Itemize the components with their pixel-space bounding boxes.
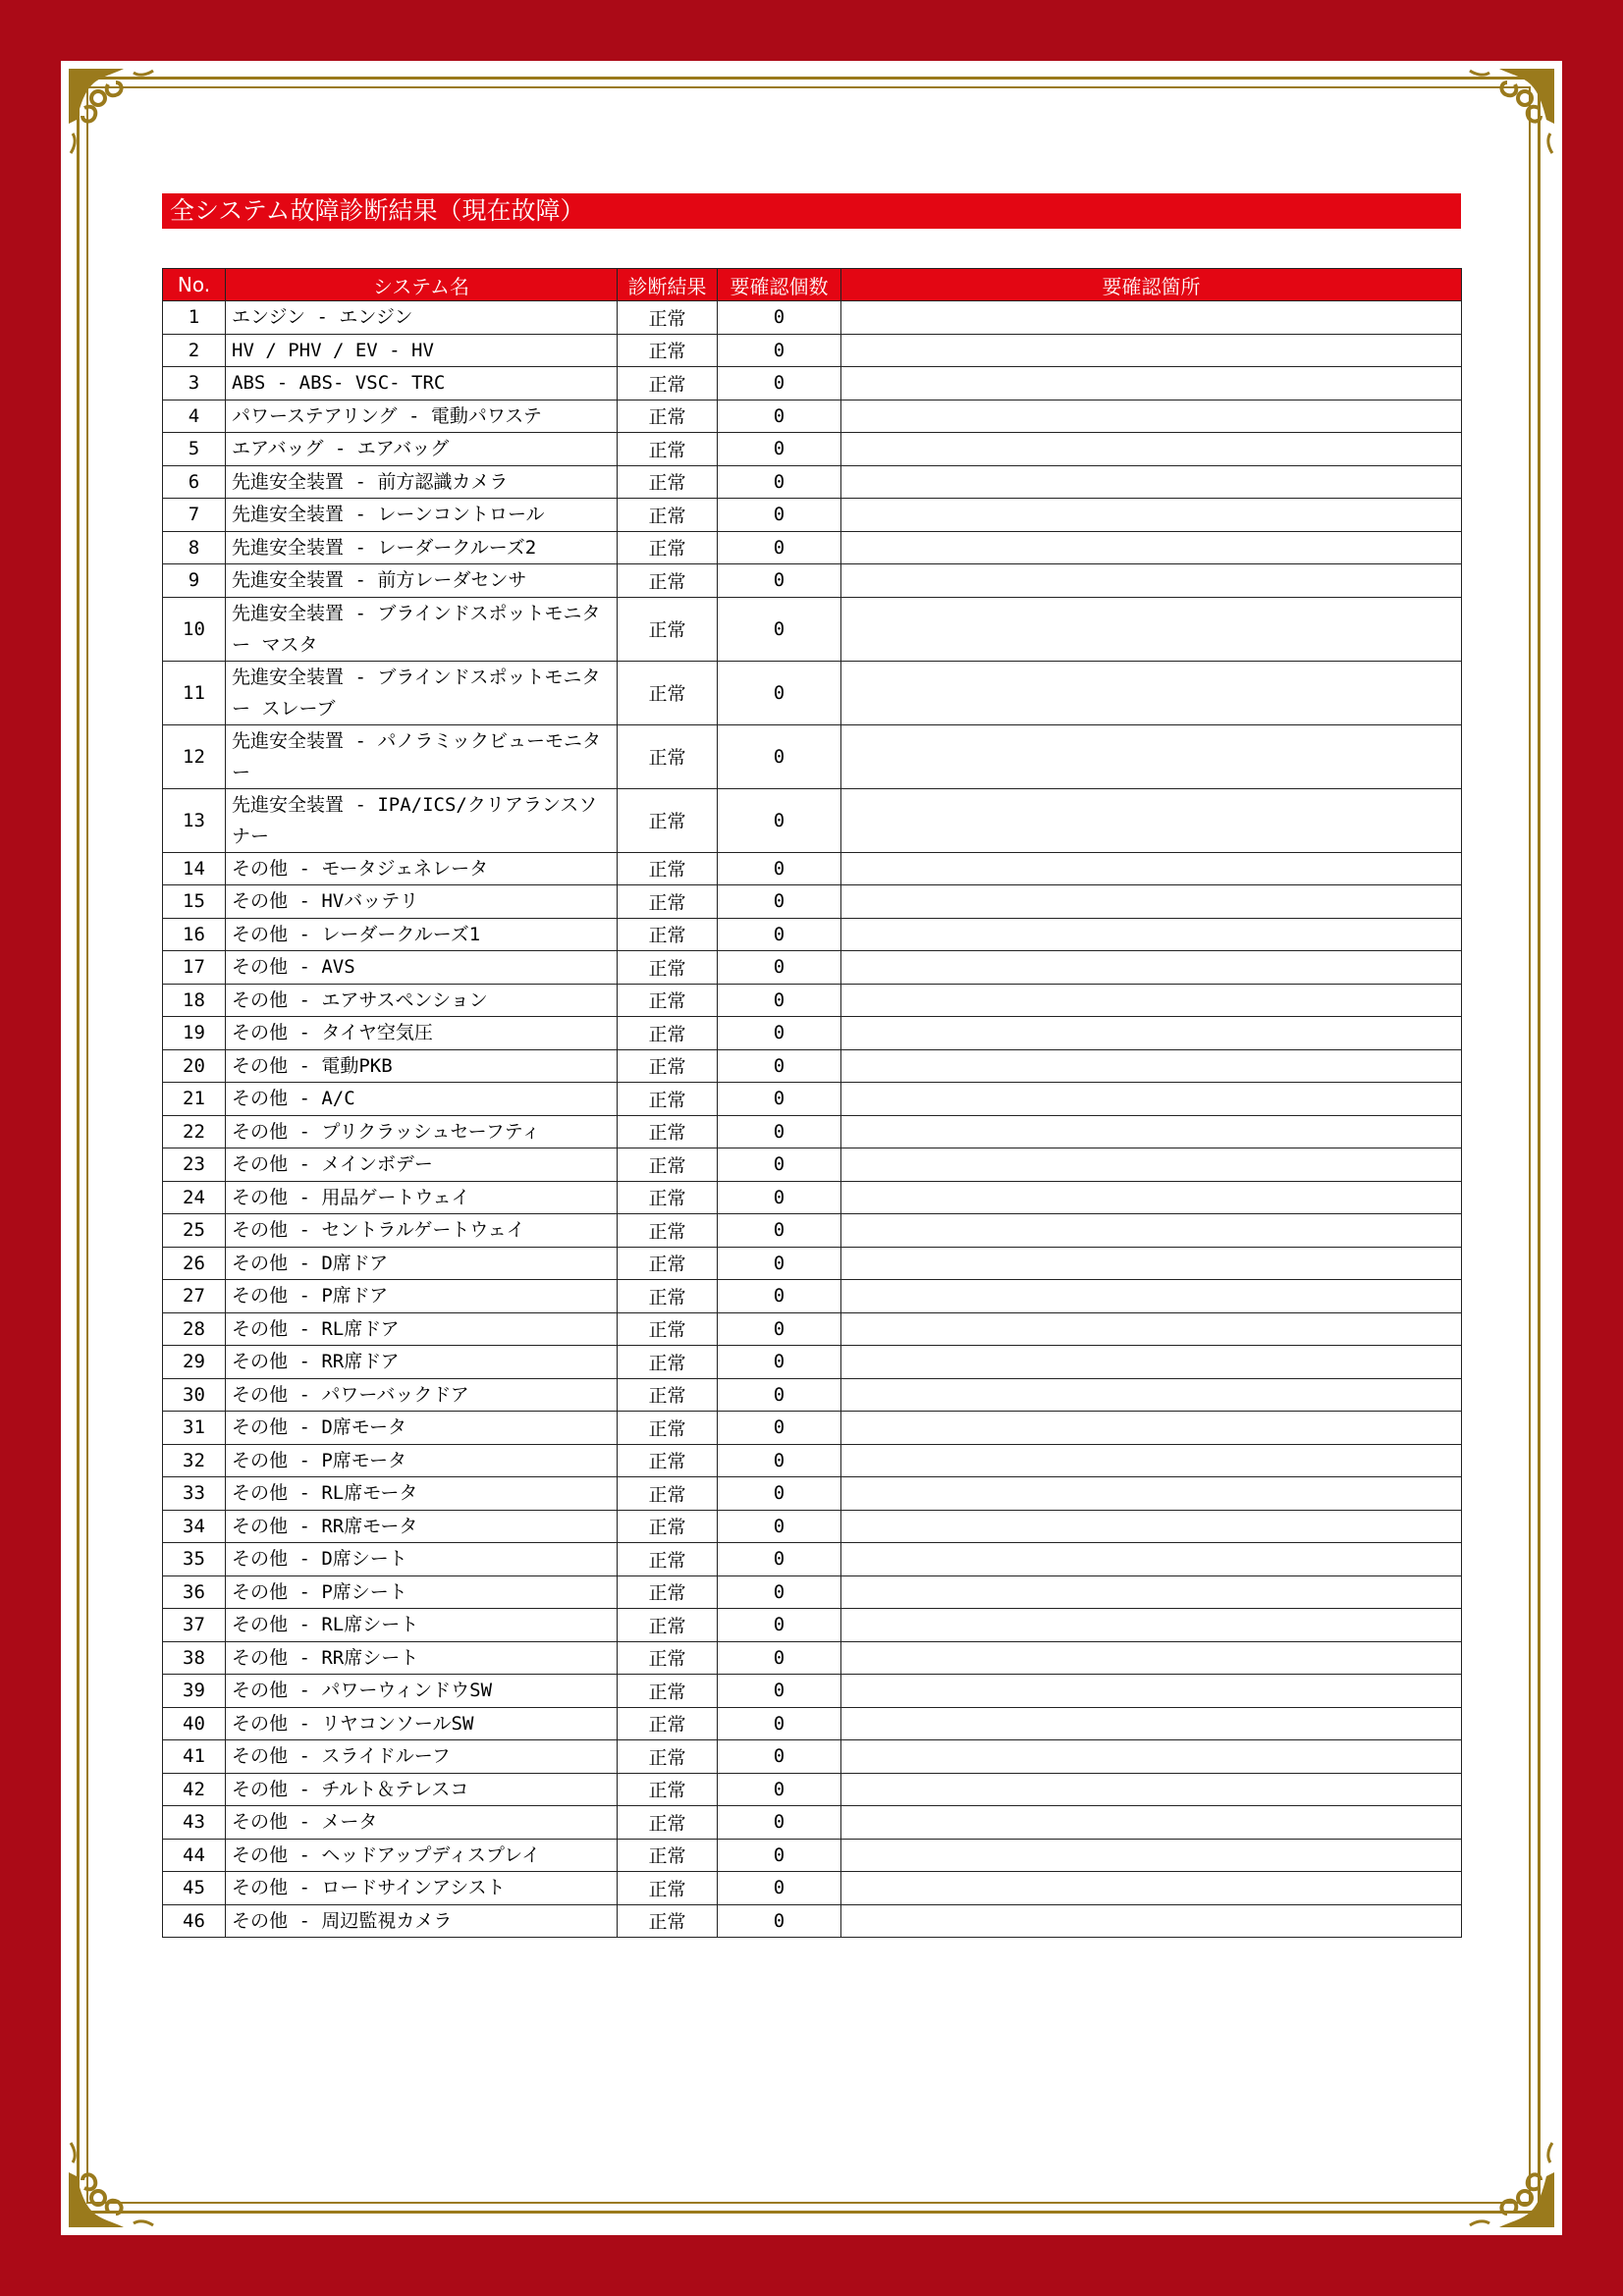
table-row [163,1675,1462,1708]
diagnosis-result: 正常 [618,1904,718,1938]
row-number: 18 [163,984,226,1017]
system-name: その他 - D席モータ [226,1412,618,1445]
check-location [841,499,1462,532]
diagnosis-result: 正常 [618,334,718,367]
check-location [841,1740,1462,1774]
row-number: 8 [163,531,226,564]
system-name: 先進安全装置 - ブラインドスポットモニター マスタ [226,597,618,661]
table-row [163,661,1462,724]
check-count: 0 [718,1444,841,1477]
check-count: 0 [718,1346,841,1379]
corner-ornament-icon [1464,65,1558,159]
table-row [163,1049,1462,1083]
system-name: その他 - タイヤ空気圧 [226,1017,618,1050]
row-number: 33 [163,1477,226,1511]
corner-ornament-icon [1464,2137,1558,2231]
system-name: パワーステアリング - 電動パワステ [226,400,618,433]
diagnosis-result: 正常 [618,1214,718,1248]
table-header-row [163,269,1462,301]
diagnosis-result: 正常 [618,1510,718,1543]
check-count: 0 [718,531,841,564]
check-count: 0 [718,1740,841,1774]
row-number: 37 [163,1609,226,1642]
row-number: 30 [163,1378,226,1412]
system-name: その他 - レーダークルーズ1 [226,918,618,951]
diagnosis-result: 正常 [618,1575,718,1609]
system-name: その他 - RL席ドア [226,1312,618,1346]
check-count: 0 [718,1806,841,1840]
row-number: 46 [163,1904,226,1938]
system-name: その他 - モータジェネレータ [226,852,618,885]
diagnosis-result: 正常 [618,951,718,985]
table-row [163,433,1462,466]
diagnosis-result: 正常 [618,465,718,499]
table-row [163,531,1462,564]
table-row [163,984,1462,1017]
check-location [841,1510,1462,1543]
check-count: 0 [718,1049,841,1083]
column-header-system: システム名 [226,269,618,301]
row-number: 34 [163,1510,226,1543]
corner-ornament-icon [65,2137,159,2231]
row-number: 10 [163,597,226,661]
system-name: その他 - AVS [226,951,618,985]
corner-ornament-icon [65,65,159,159]
system-name: その他 - P席シート [226,1575,618,1609]
check-location [841,788,1462,852]
diagnosis-result: 正常 [618,1083,718,1116]
system-name: 先進安全装置 - レーダークルーズ2 [226,531,618,564]
diagnosis-result: 正常 [618,1181,718,1214]
check-location [841,367,1462,400]
table-row [163,1214,1462,1248]
table-row [163,499,1462,532]
check-location [841,984,1462,1017]
diagnosis-result: 正常 [618,1378,718,1412]
check-count: 0 [718,885,841,919]
diagnosis-result: 正常 [618,1280,718,1313]
system-name: その他 - RR席ドア [226,1346,618,1379]
check-location [841,1575,1462,1609]
table-row [163,1181,1462,1214]
row-number: 23 [163,1148,226,1182]
check-count: 0 [718,400,841,433]
diagnosis-result: 正常 [618,1543,718,1576]
diagnosis-result: 正常 [618,852,718,885]
table-row [163,367,1462,400]
check-location [841,1346,1462,1379]
diagnosis-result: 正常 [618,1247,718,1280]
diagnosis-result: 正常 [618,1806,718,1840]
diagnosis-result: 正常 [618,885,718,919]
row-number: 32 [163,1444,226,1477]
report-title: 全システム故障診断結果（現在故障） [162,193,1461,229]
table-row [163,564,1462,598]
row-number: 12 [163,724,226,788]
table-body [163,301,1462,1938]
system-name: ABS - ABS- VSC- TRC [226,367,618,400]
check-count: 0 [718,788,841,852]
check-count: 0 [718,1543,841,1576]
system-name: その他 - ヘッドアップディスプレイ [226,1839,618,1872]
table-row [163,1806,1462,1840]
row-number: 45 [163,1872,226,1905]
row-number: 19 [163,1017,226,1050]
system-name: HV / PHV / EV - HV [226,334,618,367]
diagnosis-result: 正常 [618,1477,718,1511]
system-name: その他 - RR席シート [226,1641,618,1675]
system-name: その他 - P席モータ [226,1444,618,1477]
table-row [163,1017,1462,1050]
row-number: 15 [163,885,226,919]
diagnosis-result: 正常 [618,724,718,788]
check-location [841,1707,1462,1740]
diagnosis-result: 正常 [618,400,718,433]
column-header-location: 要確認箇所 [841,269,1462,301]
row-number: 44 [163,1839,226,1872]
check-count: 0 [718,1575,841,1609]
check-location [841,597,1462,661]
table-row [163,1510,1462,1543]
check-count: 0 [718,1148,841,1182]
system-name: その他 - RL席モータ [226,1477,618,1511]
check-count: 0 [718,301,841,335]
check-location [841,1083,1462,1116]
diagnosis-result: 正常 [618,788,718,852]
table-row [163,1575,1462,1609]
table-row [163,1872,1462,1905]
check-location [841,564,1462,598]
system-name: その他 - A/C [226,1083,618,1116]
check-location [841,1477,1462,1511]
table-row [163,1773,1462,1806]
row-number: 38 [163,1641,226,1675]
row-number: 7 [163,499,226,532]
check-count: 0 [718,951,841,985]
table-row [163,1543,1462,1576]
system-name: その他 - 電動PKB [226,1049,618,1083]
row-number: 29 [163,1346,226,1379]
row-number: 14 [163,852,226,885]
row-number: 40 [163,1707,226,1740]
table-row [163,1904,1462,1938]
check-count: 0 [718,852,841,885]
check-count: 0 [718,1510,841,1543]
check-location [841,1675,1462,1708]
diagnosis-result: 正常 [618,1839,718,1872]
table-row [163,400,1462,433]
check-location [841,1904,1462,1938]
row-number: 11 [163,661,226,724]
diagnosis-result: 正常 [618,1444,718,1477]
check-count: 0 [718,334,841,367]
row-number: 21 [163,1083,226,1116]
check-location [841,1049,1462,1083]
check-location [841,531,1462,564]
system-name: その他 - D席シート [226,1543,618,1576]
check-location [841,465,1462,499]
check-count: 0 [718,661,841,724]
table-row [163,1740,1462,1774]
table-row [163,1839,1462,1872]
check-location [841,1641,1462,1675]
check-count: 0 [718,1083,841,1116]
check-count: 0 [718,1214,841,1248]
system-name: その他 - パワーウィンドウSW [226,1675,618,1708]
check-location [841,951,1462,985]
diagnosis-result: 正常 [618,1707,718,1740]
system-name: 先進安全装置 - 前方認識カメラ [226,465,618,499]
system-name: その他 - 周辺監視カメラ [226,1904,618,1938]
check-location [841,918,1462,951]
table-row [163,918,1462,951]
check-location [841,1444,1462,1477]
system-name: 先進安全装置 - ブラインドスポットモニター スレーブ [226,661,618,724]
diagnosis-result: 正常 [618,433,718,466]
check-count: 0 [718,1247,841,1280]
check-location [841,1181,1462,1214]
check-count: 0 [718,1839,841,1872]
check-count: 0 [718,499,841,532]
check-count: 0 [718,465,841,499]
check-count: 0 [718,1181,841,1214]
check-count: 0 [718,1412,841,1445]
table-row [163,1444,1462,1477]
system-name: その他 - D席ドア [226,1247,618,1280]
diagnosis-result: 正常 [618,499,718,532]
row-number: 2 [163,334,226,367]
row-number: 17 [163,951,226,985]
diagnosis-result: 正常 [618,1049,718,1083]
row-number: 26 [163,1247,226,1280]
column-header-no: No. [163,269,226,301]
check-count: 0 [718,367,841,400]
row-number: 13 [163,788,226,852]
check-location [841,1148,1462,1182]
column-header-result: 診断結果 [618,269,718,301]
table-row [163,465,1462,499]
check-location [841,433,1462,466]
check-count: 0 [718,1378,841,1412]
diagnosis-result: 正常 [618,597,718,661]
row-number: 42 [163,1773,226,1806]
table-row [163,1641,1462,1675]
check-location [841,301,1462,335]
table-row [163,1609,1462,1642]
table-row [163,301,1462,335]
row-number: 25 [163,1214,226,1248]
check-location [841,1280,1462,1313]
system-name: その他 - メータ [226,1806,618,1840]
check-count: 0 [718,1675,841,1708]
check-count: 0 [718,1707,841,1740]
diagnosis-result: 正常 [618,1148,718,1182]
row-number: 41 [163,1740,226,1774]
row-number: 43 [163,1806,226,1840]
system-name: その他 - プリクラッシュセーフティ [226,1115,618,1148]
diagnosis-result: 正常 [618,984,718,1017]
system-name: 先進安全装置 - IPA/ICS/クリアランスソナー [226,788,618,852]
table-row [163,885,1462,919]
row-number: 4 [163,400,226,433]
check-location [841,1017,1462,1050]
row-number: 5 [163,433,226,466]
row-number: 22 [163,1115,226,1148]
row-number: 31 [163,1412,226,1445]
row-number: 9 [163,564,226,598]
system-name: その他 - 用品ゲートウェイ [226,1181,618,1214]
check-count: 0 [718,1280,841,1313]
table-row [163,1312,1462,1346]
check-location [841,1839,1462,1872]
check-location [841,1115,1462,1148]
row-number: 20 [163,1049,226,1083]
row-number: 3 [163,367,226,400]
check-location [841,1806,1462,1840]
system-name: その他 - RR席モータ [226,1510,618,1543]
row-number: 24 [163,1181,226,1214]
table-row [163,852,1462,885]
system-name: その他 - セントラルゲートウェイ [226,1214,618,1248]
check-location [841,1773,1462,1806]
check-count: 0 [718,1115,841,1148]
row-number: 39 [163,1675,226,1708]
diagnosis-result: 正常 [618,1872,718,1905]
check-count: 0 [718,1872,841,1905]
table-row [163,1247,1462,1280]
row-number: 28 [163,1312,226,1346]
diagnosis-result: 正常 [618,1609,718,1642]
system-name: その他 - RL席シート [226,1609,618,1642]
diagnosis-result: 正常 [618,564,718,598]
check-count: 0 [718,597,841,661]
row-number: 16 [163,918,226,951]
check-count: 0 [718,1773,841,1806]
row-number: 1 [163,301,226,335]
diagnosis-result: 正常 [618,1115,718,1148]
table-row [163,1148,1462,1182]
system-name: その他 - メインボデー [226,1148,618,1182]
system-name: 先進安全装置 - レーンコントロール [226,499,618,532]
row-number: 27 [163,1280,226,1313]
check-location [841,334,1462,367]
check-count: 0 [718,564,841,598]
table-row [163,1115,1462,1148]
table-row [163,1083,1462,1116]
check-count: 0 [718,1609,841,1642]
check-count: 0 [718,984,841,1017]
table-row [163,1412,1462,1445]
table-row [163,951,1462,985]
system-name: エアバッグ - エアバッグ [226,433,618,466]
system-name: その他 - パワーバックドア [226,1378,618,1412]
check-location [841,1543,1462,1576]
diagnosis-result: 正常 [618,531,718,564]
check-location [841,400,1462,433]
check-count: 0 [718,724,841,788]
check-count: 0 [718,1312,841,1346]
check-location [841,661,1462,724]
diagnosis-result: 正常 [618,1017,718,1050]
diagnosis-result: 正常 [618,1740,718,1774]
check-location [841,1609,1462,1642]
system-name: エンジン - エンジン [226,301,618,335]
diagnosis-result: 正常 [618,367,718,400]
diagnosis-result: 正常 [618,918,718,951]
diagnosis-table [162,268,1462,1938]
diagnosis-result: 正常 [618,1312,718,1346]
table-row [163,597,1462,661]
check-location [841,1247,1462,1280]
table-row [163,334,1462,367]
check-count: 0 [718,1904,841,1938]
check-location [841,852,1462,885]
check-location [841,1872,1462,1905]
system-name: その他 - HVバッテリ [226,885,618,919]
diagnosis-result: 正常 [618,1641,718,1675]
table-row [163,788,1462,852]
diagnosis-result: 正常 [618,1773,718,1806]
column-header-count: 要確認個数 [718,269,841,301]
row-number: 36 [163,1575,226,1609]
check-location [841,1214,1462,1248]
system-name: その他 - P席ドア [226,1280,618,1313]
check-count: 0 [718,918,841,951]
row-number: 6 [163,465,226,499]
check-count: 0 [718,1477,841,1511]
system-name: 先進安全装置 - 前方レーダセンサ [226,564,618,598]
diagnosis-result: 正常 [618,1675,718,1708]
check-location [841,1312,1462,1346]
diagnosis-result: 正常 [618,1412,718,1445]
table-row [163,1346,1462,1379]
table-row [163,1477,1462,1511]
diagnosis-result: 正常 [618,301,718,335]
row-number: 35 [163,1543,226,1576]
table-row [163,724,1462,788]
table-row [163,1707,1462,1740]
check-count: 0 [718,1017,841,1050]
check-location [841,885,1462,919]
system-name: その他 - リヤコンソールSW [226,1707,618,1740]
diagnosis-result: 正常 [618,1346,718,1379]
check-location [841,724,1462,788]
check-count: 0 [718,1641,841,1675]
system-name: その他 - スライドルーフ [226,1740,618,1774]
system-name: その他 - チルト＆テレスコ [226,1773,618,1806]
diagnosis-result: 正常 [618,661,718,724]
system-name: その他 - エアサスペンション [226,984,618,1017]
check-count: 0 [718,433,841,466]
table-row [163,1280,1462,1313]
system-name: その他 - ロードサインアシスト [226,1872,618,1905]
system-name: 先進安全装置 - パノラミックビューモニター [226,724,618,788]
check-location [841,1378,1462,1412]
check-location [841,1412,1462,1445]
table-row [163,1378,1462,1412]
